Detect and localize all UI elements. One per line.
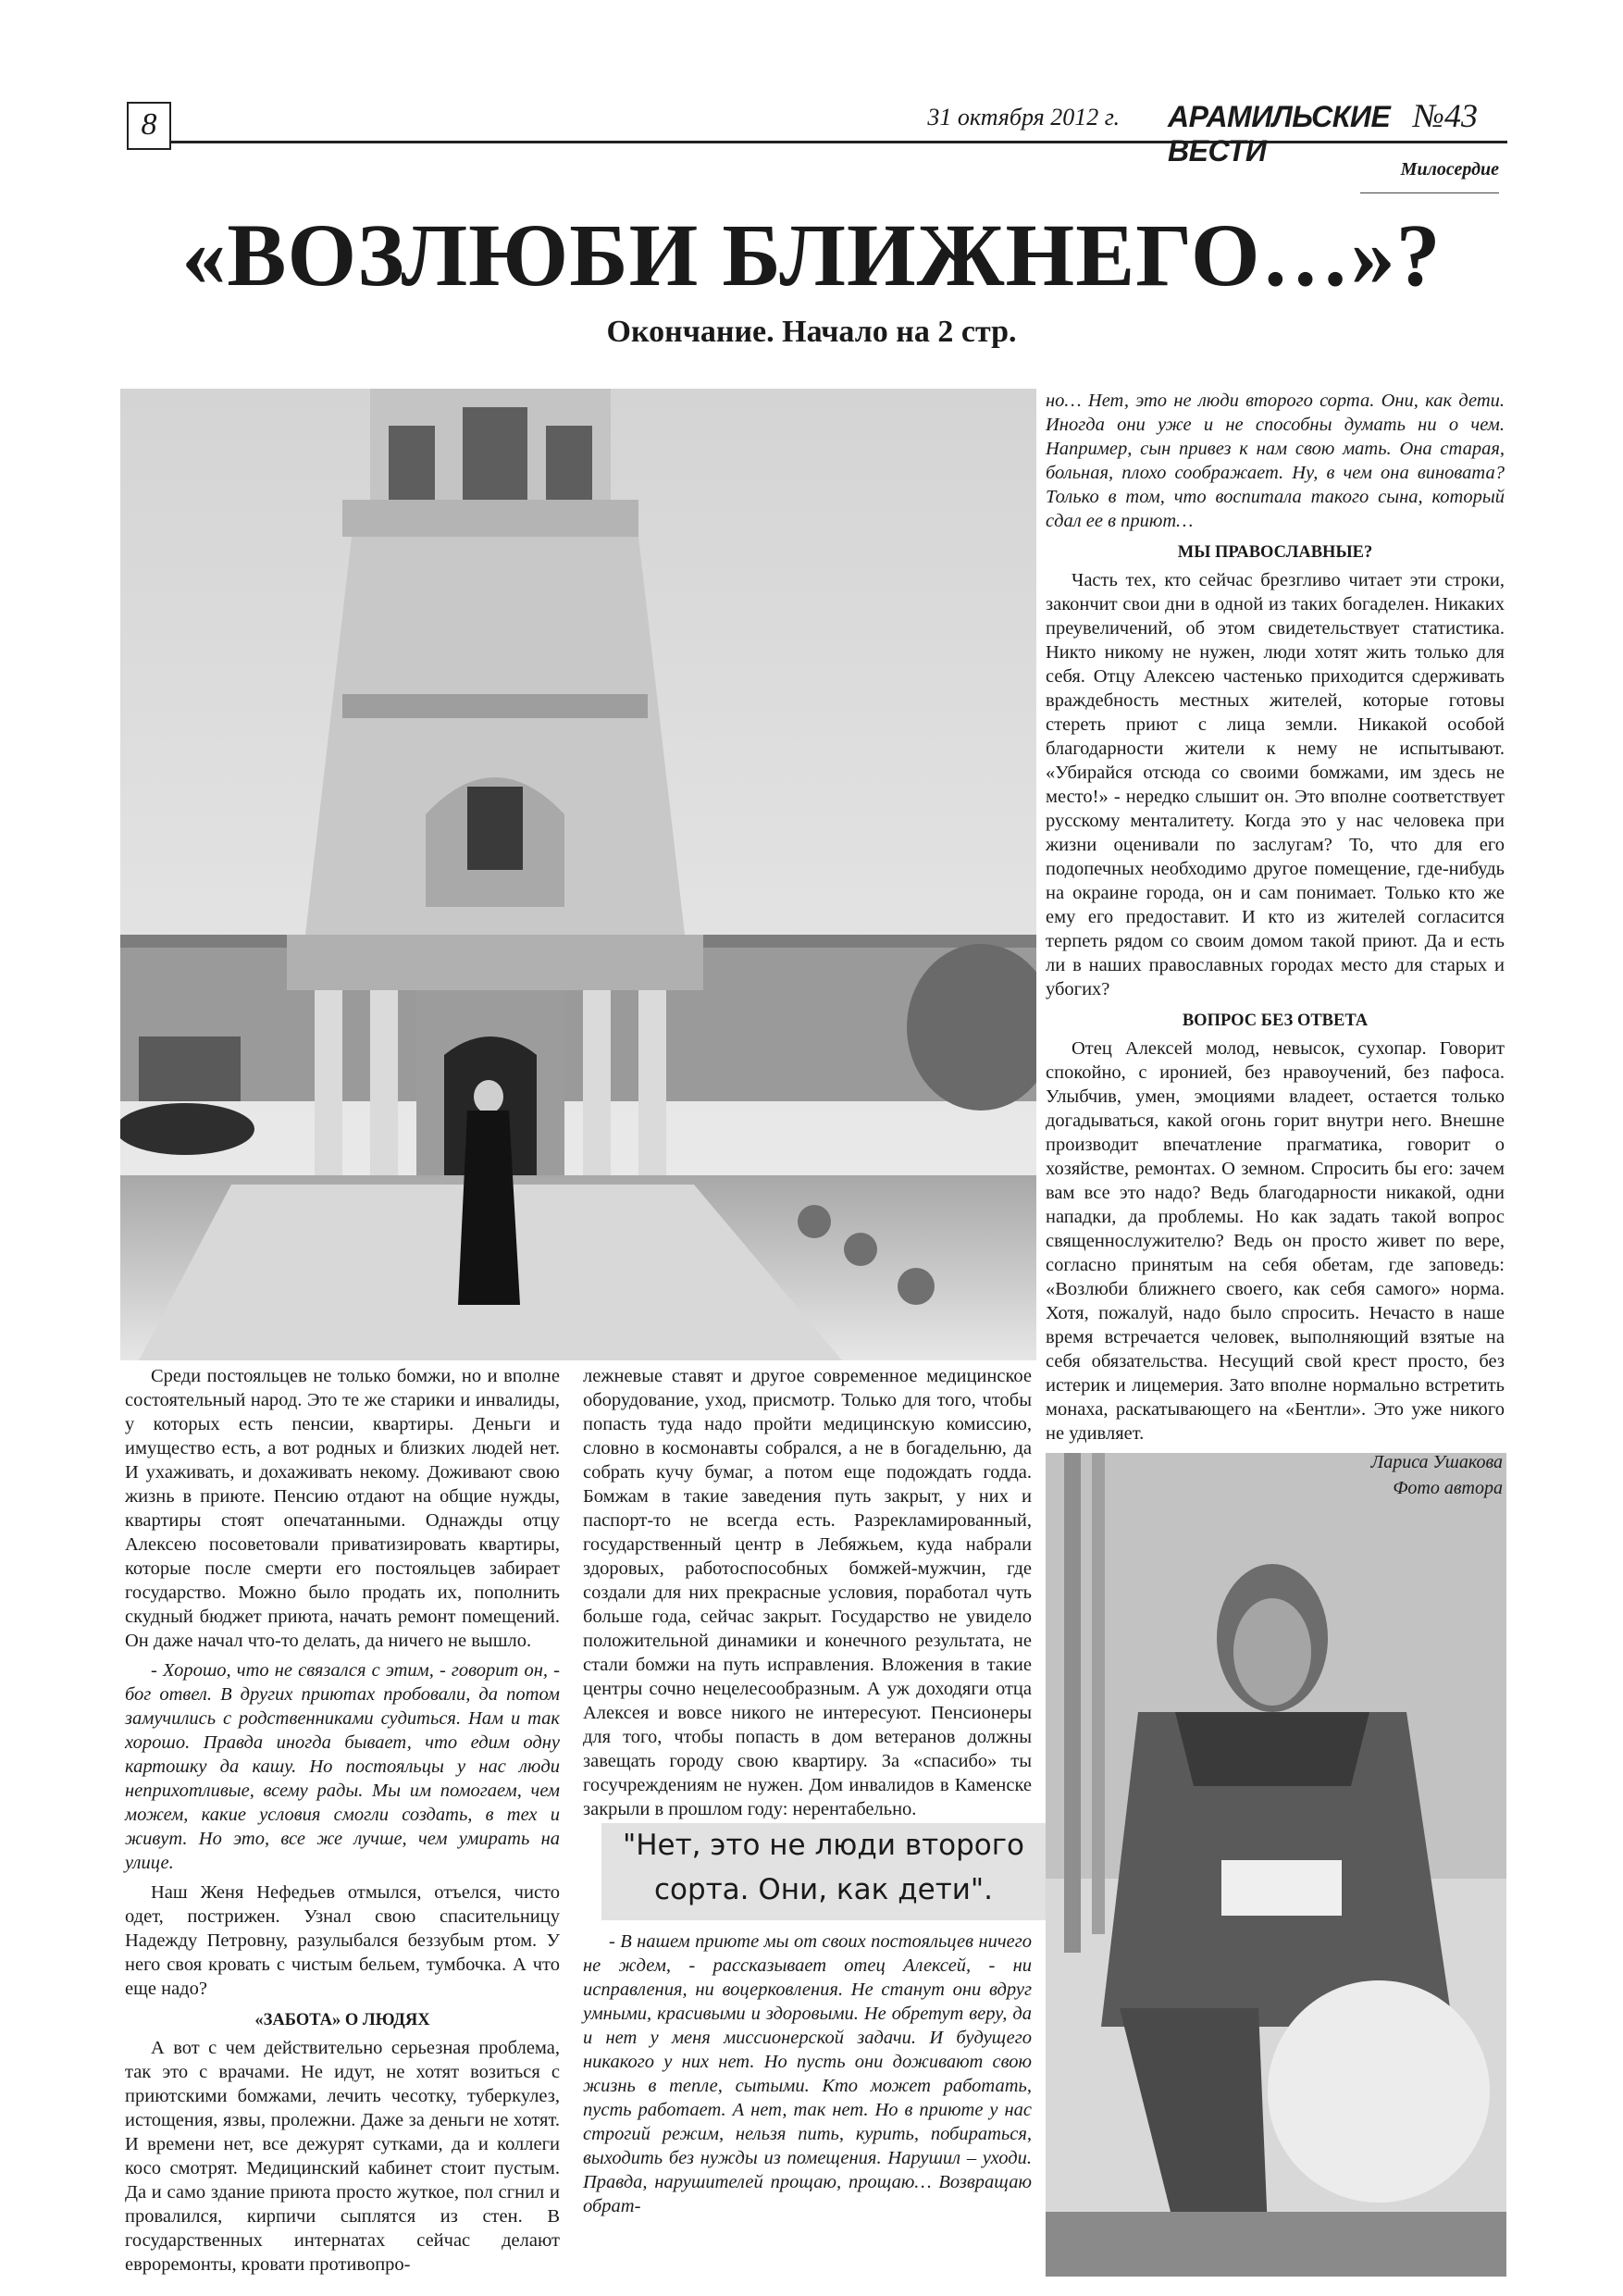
paragraph: Наш Женя Нефедьев отмылся, отъелся, чисто одет, пострижен. Узнал свою спасительницу Надежду Петровну, разулыбался беззубым ртом. У него своя кровать с чистым бельем, тумбочка. А что еще надо?: [125, 1882, 560, 1999]
paragraph: А вот с чем действительно серьезная проблема, так это с врачами. Не идут, не хотят возиться с приютскими бомжами, лечить чесотку, туберкулез, истощения, язвы, пролежни. Даже за деньги не хотят. И времени нет, все дежурят сутками, да и коллеги косо смотрят. Медицинский кабинет стоит пустым. Да и само здание приюта просто жуткое, пол сгнил и провалился, кирпичи сыплятся из стен. В государственных интернатах сейчас делают евроремонты, кровати противопро-: [125, 2038, 560, 2275]
article-title: «ВОЗЛЮБИ БЛИЖНЕГО…»?: [181, 205, 1442, 304]
paragraph: Отец Алексей молод, невысок, сухопар. Говорит спокойно, с иронией, без нравоучений, без пафоса. Улыбчив, умен, эмоциями владеет, остается только догадываться, какой огонь горит внутри него. Внешне производит впечатление прагматика, говорит о хозяйстве, ремонтах. О земном. Спросить бы его: зачем вам все это надо? Ведь благодарности никакой, одни нападки, да проблемы. Но как задать такой вопрос священнослужителю? Ведь он просто живет по вере, согласно принятым на себя обетам, где заповедь: «Возлюби ближнего своего, как себя самого» норма. Хотя, пожалуй, надо было спросить. Нечасто в наше время встречается человек, выполняющий взятые на себя обязательства. Несущий свой крест просто, без истерик и лицемерия. Зато вполне нормально встретить монаха, раскатывающего на «Бентли». Это уже никого не удивляет.: [1046, 1038, 1505, 1444]
issue-date: 31 октября 2012 г.: [927, 104, 1120, 130]
subheading-care: «ЗАБОТА» О ЛЮДЯХ: [254, 2011, 430, 2029]
quote-paragraph: - Хорошо, что не связался с этим, - говорит он, - бог отвел. В других приютах пробовали, да потом замучились с родственниками судиться. Нам и так хорошо. Правда иногда бывает, что едим одну картошку да кашу. Но постояльцы у нас люди неприхотливые, всему рады. Мы им помогаем, чем можем, какие условия смогли создать, в тех и живут. Но это, все же лучше, чем умирать на улице.: [125, 1660, 560, 1873]
quote-paragraph: - В нашем приюте мы от своих постояльцев ничего не ждем, - рассказывает отец Алексей, - ни исправления, ни воцерковления. Не станут они вдруг умными, красивыми и здоровыми. Не обретут веру, да и нет у меня миссионерской задачи. И будущего никакого у них нет. Но пусть они доживают свою жизнь в тепле, сытыми. Кто может работать, пусть работает. А нет, так нет. Но в приюте у нас строгий режим, нельзя пить, курить, побираться, выходить без нужды из помещения. Нарушил – уходи. Правда, нарушителей прощаю, прощаю… Возвращаю обрат-: [583, 1931, 1032, 2216]
column-2-lower: [583, 1930, 1032, 2218]
column-3: [1046, 389, 1505, 1501]
article-subtitle: Окончание. Начало на 2 стр.: [606, 315, 1017, 349]
paragraph: Часть тех, кто сейчас брезгливо читает эти строки, закончит свои дни в одной из таких богаделен. Никаких преувеличений, об этом свидетельствует статистика. Никто никому не нужен, люди хотят жить только для себя. Отцу Алексею частенько приходится сдерживать враждебность местных жителей, которые готовы стереть приют с лица земли. Никакой особой благодарности жители к нему не испытывают. «Убирайся отсюда со своими бомжами, им здесь не место!» - нередко слышит он. Это вполне соответствует русскому менталитету. Когда это у нас человека при жизни оценивали по заслугам? То, что для его подопечных необходимо другое помещение, где-нибудь на окраине города, он и сам понимает. Только кто же ему его предоставит. И кто из жителей согласится терпеть рядом со своим домом такой приют. Да и есть ли в наших православных городах место для старых и убогих?: [1046, 570, 1505, 999]
page-number: 8: [127, 102, 171, 150]
quote-paragraph: но… Нет, это не люди второго сорта. Они, как дети. Иногда они уже и не способны думать ни о чем. Например, сын привез к нам свою мать. Она старая, больная, плохо соображает. Ну, в чем она виновата? Только в том, что воспитала такого сына, который сдал ее в приют…: [1046, 391, 1505, 531]
newspaper-name: АРАМИЛЬСКИЕ ВЕСТИ: [1168, 100, 1391, 168]
paragraph: Среди постояльцев не только бомжи, но и вполне состоятельный народ. Это те же старики и инвалиды, у которых есть пенсии, квартиры. Деньги и имущество есть, а вот родных и близких людей нет. И ухаживать, и дохаживать некому. Доживают свою жизнь в приюте. Пенсию отдают на общие нужды, квартиры стоят опечатанными. Однажды отцу Алексею посоветовали приватизировать квартиры, которые после смерти его постояльцев забирает государство. Можно было продать их, пополнить скудный бюджет приюта, начать ремонт помещений. Он даже начал что-то делать, да ничего не вышло.: [125, 1366, 560, 1651]
portrait-photo: [1046, 1453, 1506, 2277]
column-2: [583, 1364, 1032, 1821]
church-photo: [120, 389, 1036, 1360]
author-name: Лариса Ушакова: [1370, 1452, 1503, 1472]
photo-credit: Фото автора: [1393, 1478, 1503, 1498]
subheading-orthodox: МЫ ПРАВОСЛАВНЫЕ?: [1177, 543, 1373, 562]
column-1: [125, 1364, 560, 2277]
pull-quote: "Нет, это не люди второго сорта. Они, как дети".: [601, 1823, 1046, 1920]
paragraph: лежневые ставят и другое современное медицинское оборудование, уход, присмотр. Только для того, чтобы попасть туда надо пройти медицинскую комиссию, словно в космонавты собрался, а не в богадельню, да собрать кучу бумаг, а потом еще подождать годда. Бомжам в такие заведения путь закрыт, у них и паспорт-то не всегда есть. Разрекламированный, государственный центр в Лебяжьем, куда набрали здоровых, работоспособных бомжей-мужчин, где создали для них прекрасные условия, поработал чуть больше года, сейчас закрыт. Государство не увидело положительной динамики и конечного результата, не стали бомжи на путь исправления. Вложения в такие центры сочно нецелесообразным. А уж доходяги отца Алексея и вовсе никого не интересуют. Пенсионеры для того, чтобы попасть в дом ветеранов должны завещать городу свою квартиру. За «спасибо» ты госучреждениям не нужен. Дом инвалидов в Каменске закрыли в прошлом году: нерентабельно.: [583, 1366, 1032, 1819]
section-rule: [1360, 192, 1499, 193]
subheading-question: ВОПРОС БЕЗ ОТВЕТА: [1182, 1011, 1369, 1030]
issue-number: №43: [1413, 97, 1478, 134]
section-label: Милосердие: [1400, 159, 1499, 180]
